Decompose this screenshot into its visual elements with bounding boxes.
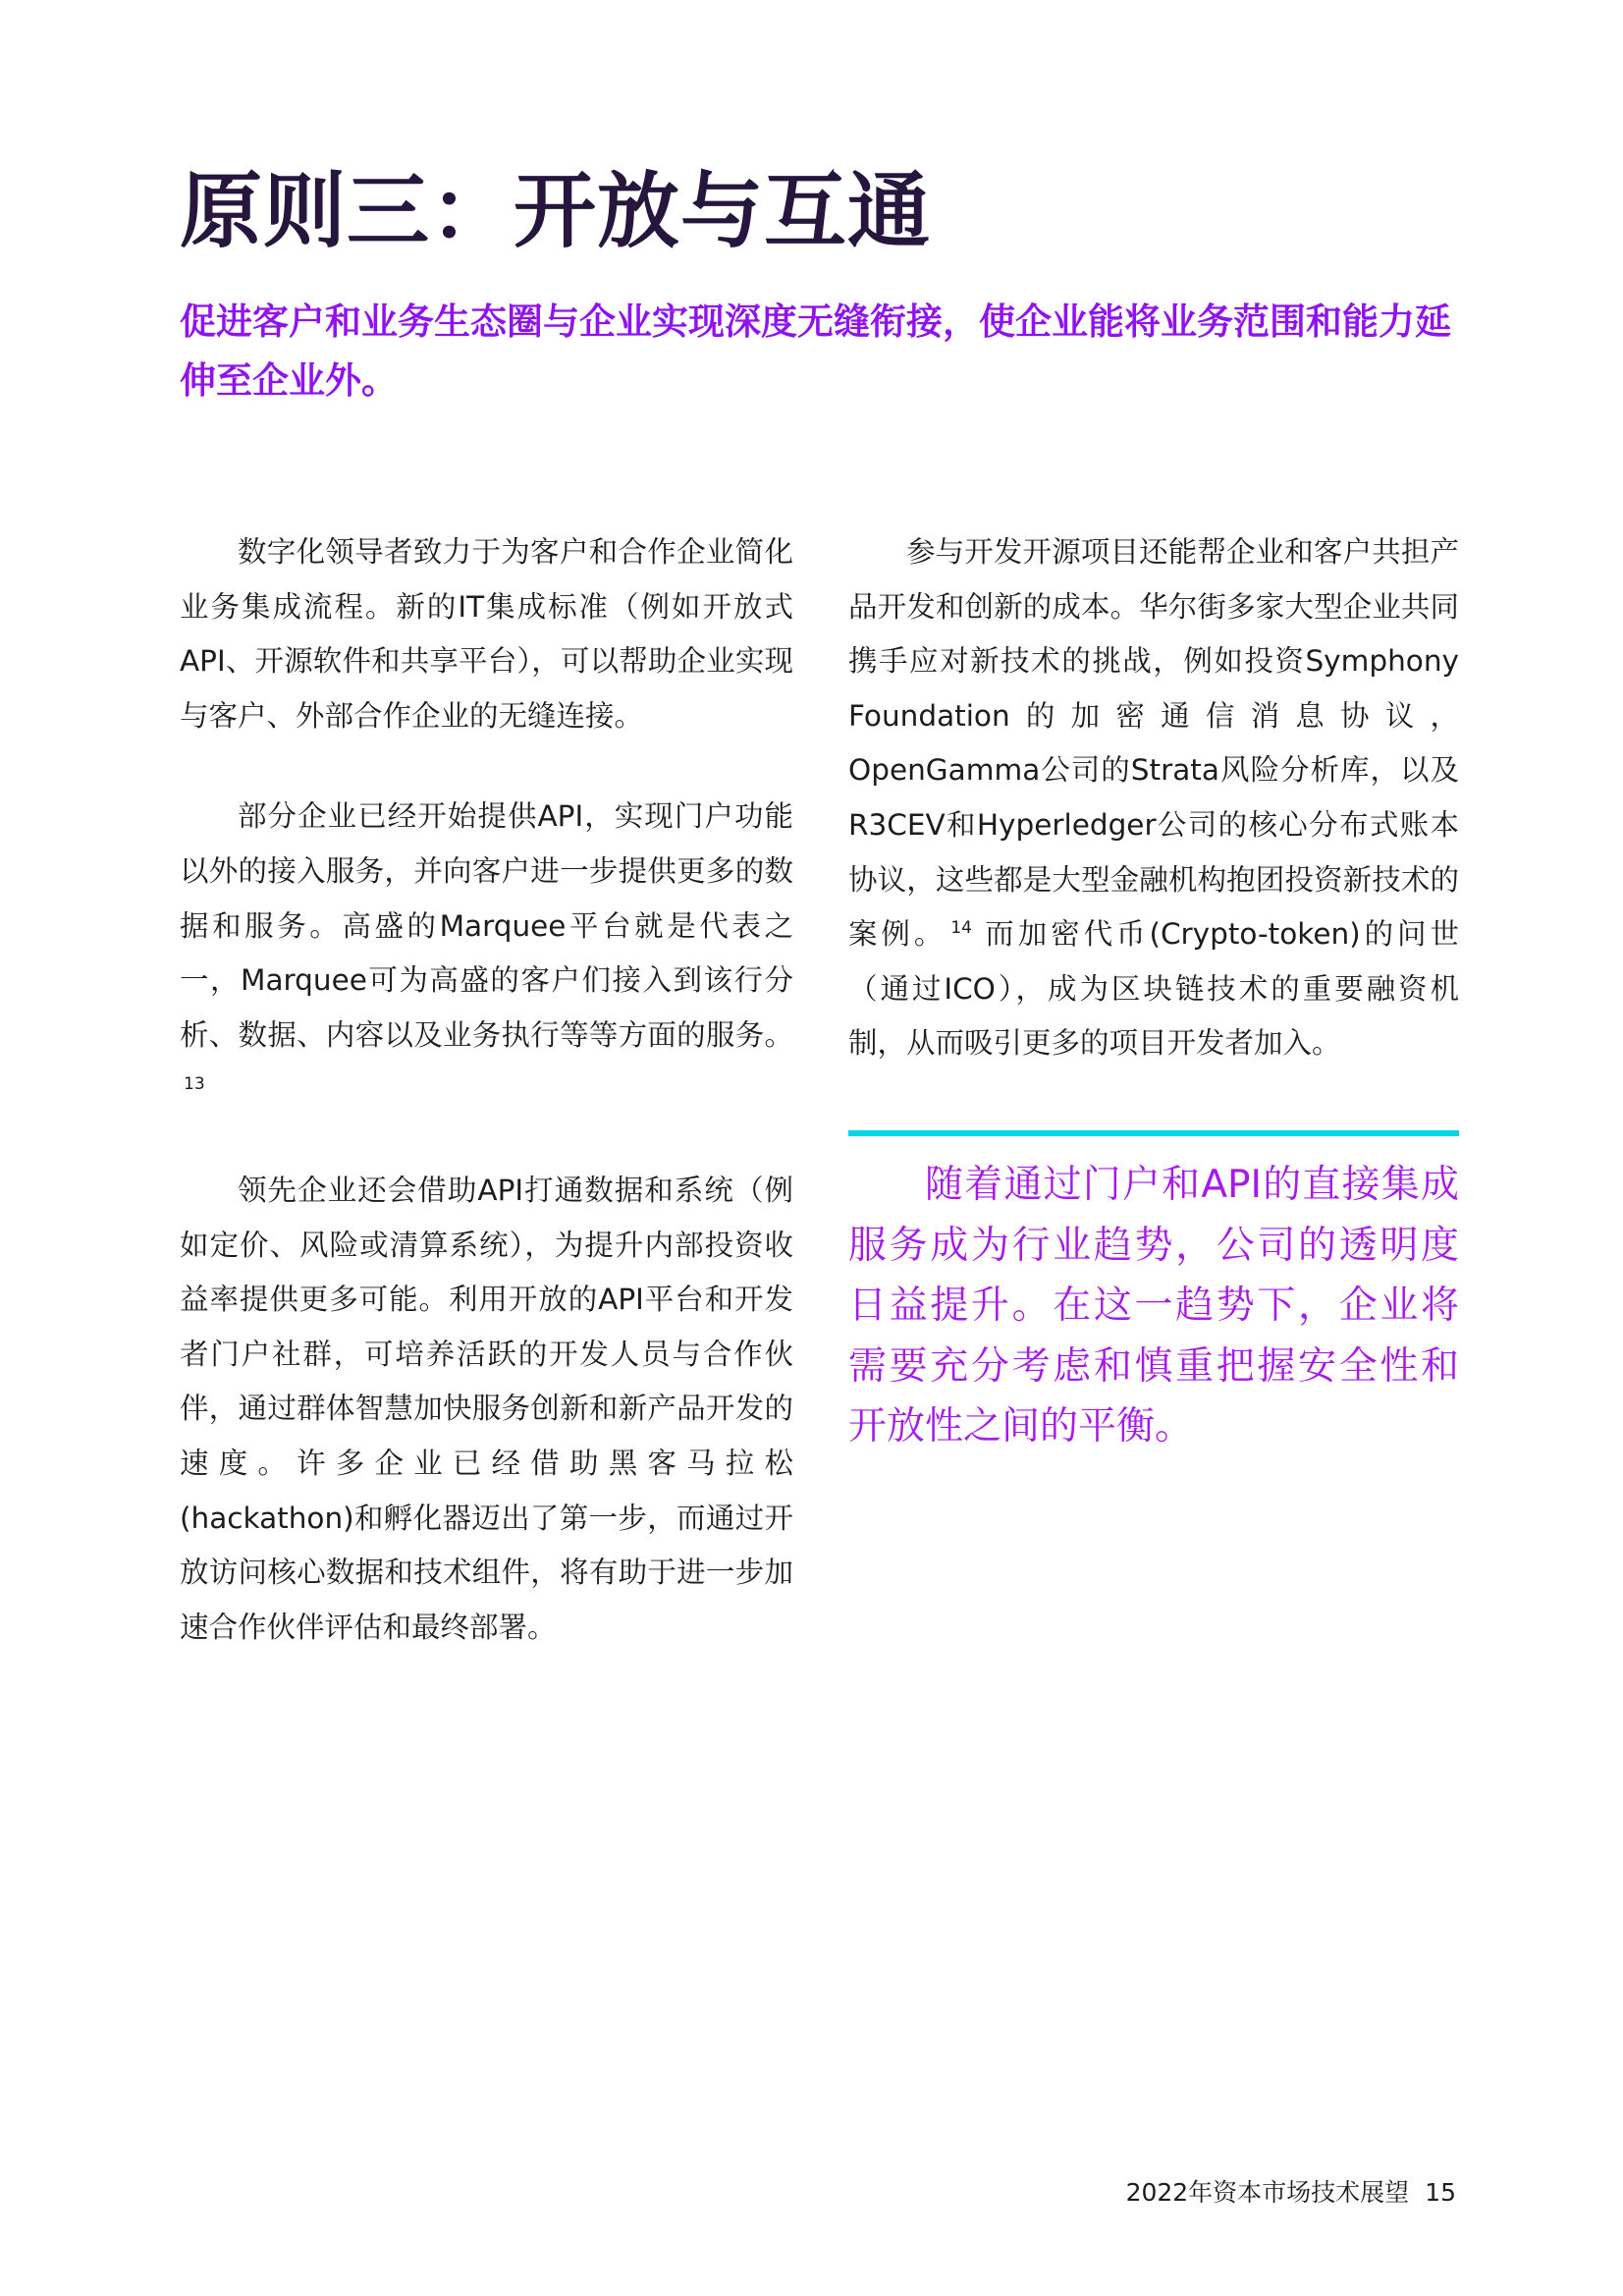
callout-divider xyxy=(848,1130,1459,1136)
body-paragraph xyxy=(180,525,793,743)
page-footer xyxy=(1126,2173,1456,2209)
left-column xyxy=(180,525,793,1701)
page-subtitle: 促进客户和业务生态圈与企业实现深度无缝衔接，使企业能将业务范围和能力延伸至企业外。 xyxy=(180,301,1451,402)
publication-title: 2022年资本市场技术展望 xyxy=(1125,2178,1410,2207)
right-column xyxy=(848,525,1459,1118)
pull-quote: 随着通过门户和API的直接集成服务成为行业趋势，公司的透明度日益提升。在这一趋势下，企业将需要充分考虑和慎重把握安全性和开放性之间的平衡。 xyxy=(848,1163,1459,1449)
page-number: 15 xyxy=(1425,2178,1456,2207)
body-paragraph xyxy=(180,790,793,1118)
body-paragraph xyxy=(848,525,1459,1071)
paragraph-text: 参与开发开源项目还能帮企业和客户共担产品开发和创新的成本。华尔街多家大型企业共同携手应对新技术的挑战，例如投资Symphony Foundation的加密通信消息协议，OpenGamma公司的Strata风险分析库，以及R3CEV和Hyperledger公司的核心分布式账本协议，这些都是大型金融机构抱团投资新技术的案例。 xyxy=(848,535,1459,952)
footnote-marker[interactable]: 13 xyxy=(184,1073,205,1094)
body-paragraph xyxy=(180,1164,793,1655)
paragraph-text-continued: 而加密代币(Crypto-token)的问世（通过ICO），成为区块链技术的重要融资机制，从而吸引更多的项目开发者加入。 xyxy=(848,917,1459,1061)
page-title: 原则三：开放与互通 xyxy=(180,163,932,259)
paragraph-text: 数字化领导者致力于为客户和合作企业简化业务集成流程。新的IT集成标准（例如开放式API、开源软件和共享平台），可以帮助企业实现与客户、外部合作企业的无缝连接。 xyxy=(180,535,793,733)
paragraph-text: 部分企业已经开始提供API，实现门户功能以外的接入服务，并向客户进一步提供更多的数据和服务。高盛的Marquee平台就是代表之一，Marquee可为高盛的客户们接入到该行分析、数据、内容以及业务执行等等方面的服务。 xyxy=(180,799,793,1052)
paragraph-text: 领先企业还会借助API打通数据和系统（例如定价、风险或清算系统），为提升内部投资收益率提供更多可能。利用开放的API平台和开发者门户社群，可培养活跃的开发人员与合作伙伴，通过群体智慧加快服务创新和新产品开发的速度。许多企业已经借助黑客马拉松(hackathon)和孵化器迈出了第一步，而通过开放访问核心数据和技术组件，将有助于进一步加速合作伙伴评估和最终部署。 xyxy=(180,1173,793,1644)
footnote-marker[interactable]: 14 xyxy=(950,918,972,939)
